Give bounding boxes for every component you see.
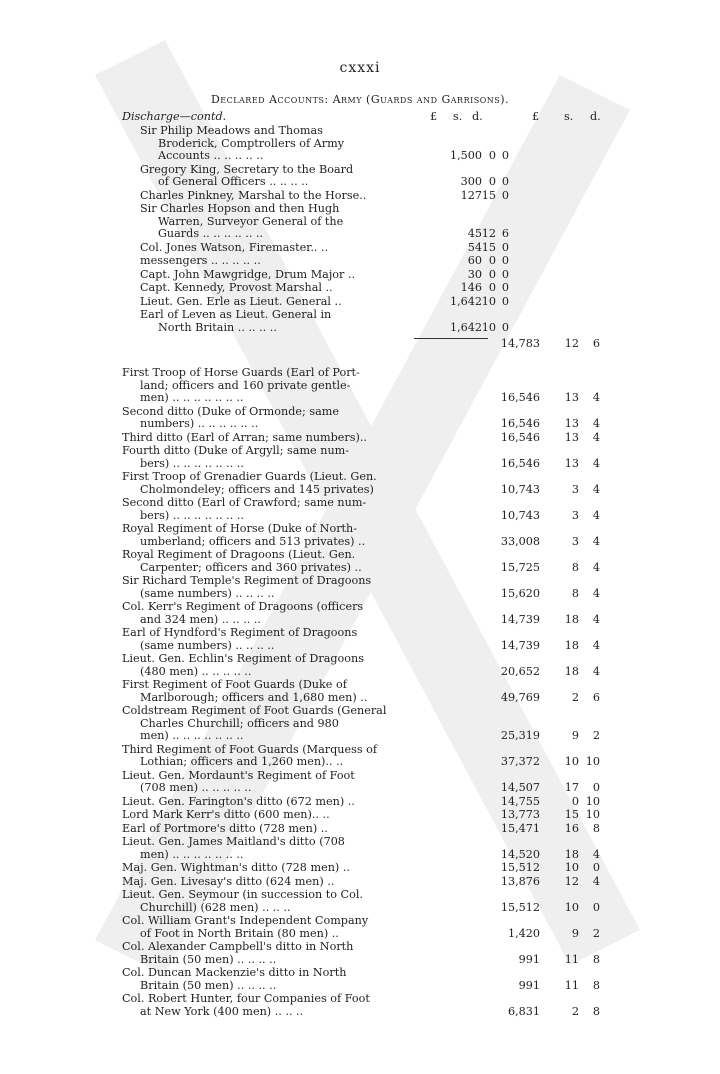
- entry-line: messengers .. .. .. .. ..: [140, 254, 261, 267]
- amount-pence: 2: [592, 729, 600, 742]
- regiment-entry: [122, 653, 602, 678]
- entry-line: Earl of Leven as Lieut. General in: [140, 308, 332, 321]
- regiment-entry: [122, 967, 602, 992]
- entry-line: (708 men) .. .. .. .. ..: [140, 781, 252, 794]
- regiment-entry: [122, 823, 602, 836]
- amount-shillings: 11: [564, 978, 579, 992]
- amount-pence: 0: [501, 175, 509, 188]
- entry-line: Third ditto (Earl of Arran; same numbers)..: [122, 430, 367, 444]
- entry-line: Royal Regiment of Dragoons (Lieut. Gen.: [122, 548, 356, 561]
- entry-line: Col. Alexander Campbell's ditto in North: [122, 940, 354, 953]
- amount-shillings: 3: [571, 534, 579, 548]
- amount-pence: 4: [592, 560, 600, 574]
- amount-shillings: 2: [571, 690, 579, 704]
- amount-pence: 8: [592, 821, 600, 835]
- amount-pence: 4: [592, 586, 600, 600]
- page-number: cxxxi: [339, 60, 381, 76]
- amount-pounds: 15,471: [500, 821, 540, 835]
- amount-pounds: 15,620: [500, 586, 540, 600]
- amount-pounds: 15,725: [500, 560, 540, 574]
- amount-shillings: 0: [571, 794, 579, 808]
- entry-description: [122, 653, 392, 678]
- amount-pounds: 25,319: [500, 729, 540, 742]
- amount-shillings: 18: [564, 638, 579, 652]
- amount-pence: 0: [501, 320, 509, 334]
- entry-line: Second ditto (Earl of Crawford; same num-: [122, 496, 367, 509]
- amount-pence: 4: [592, 612, 600, 626]
- amount-pounds: 1,500: [449, 149, 482, 162]
- entry-description: [122, 164, 392, 189]
- officer-entry: [122, 269, 602, 282]
- amount-shillings: 3: [571, 482, 579, 496]
- discharge-label: Discharge—contd.: [122, 110, 227, 123]
- amount-shillings: 15: [564, 808, 579, 821]
- amount-pence: 10: [585, 808, 600, 821]
- amount-pounds: 14,520: [500, 847, 540, 861]
- entry-line: umberland; officers and 513 privates) ..: [140, 534, 366, 548]
- regiment-entry: [122, 627, 602, 652]
- amount-shillings: 13: [564, 430, 579, 444]
- entry-line: First Troop of Grenadier Guards (Lieut. Gen.: [122, 470, 377, 483]
- amount-pence: 6: [501, 227, 509, 240]
- amount-pence: 0: [501, 294, 509, 308]
- entry-line: Britain (50 men) .. .. .. ..: [140, 952, 277, 966]
- regiment-entry: [122, 876, 602, 889]
- regiment-entry: [122, 889, 602, 914]
- amount-pounds: 30: [467, 267, 482, 281]
- entry-line: Sir Richard Temple's Regiment of Dragoons: [122, 574, 372, 587]
- regiment-entry: [122, 915, 602, 940]
- regiment-entry: [122, 836, 602, 861]
- amount-pounds: 10,743: [500, 482, 540, 496]
- entry-line: First Regiment of Foot Guards (Duke of: [122, 678, 347, 691]
- amount-shillings: 2: [571, 1004, 579, 1018]
- entry-description: [122, 269, 392, 282]
- entry-line: Col. Kerr's Regiment of Dragoons (officers: [122, 600, 364, 613]
- amount-pounds: 991: [518, 978, 540, 992]
- regiments-list: [122, 367, 602, 1018]
- entry-description: [122, 282, 392, 295]
- entry-line: Lieut. Gen. Erle as Lieut. General ..: [140, 294, 342, 308]
- regiment-entry: [122, 862, 602, 875]
- entry-description: [122, 432, 392, 445]
- amount-pounds: 6,831: [507, 1004, 540, 1018]
- entry-line: Lieut. Gen. Echlin's Regiment of Dragoons: [122, 652, 364, 665]
- amount-shillings: 0: [488, 281, 496, 294]
- regiment-entry: [122, 679, 602, 704]
- entry-description: [122, 941, 392, 966]
- amount-pounds: 20,652: [500, 664, 540, 678]
- entry-line: Cholmondeley; officers and 145 privates): [140, 482, 374, 496]
- regiment-entry: [122, 770, 602, 795]
- amount-pence: 4: [592, 664, 600, 678]
- entry-line: Royal Regiment of Horse (Duke of North-: [122, 522, 358, 535]
- amount-shillings: 10: [481, 320, 496, 334]
- regiment-entry: [122, 445, 602, 470]
- entry-line: First Troop of Horse Guards (Earl of Port-: [122, 366, 360, 379]
- entry-line: Third Regiment of Foot Guards (Marquess of: [122, 742, 378, 756]
- entry-description: [122, 993, 392, 1018]
- amount-shillings: 12: [481, 227, 496, 240]
- entry-line: Charles Churchill; officers and 980: [140, 716, 339, 730]
- entry-line: Fourth ditto (Duke of Argyll; same num-: [122, 444, 350, 457]
- regiment-entry: [122, 406, 602, 431]
- regiment-entry: [122, 471, 602, 496]
- amount-pounds: 60: [467, 254, 482, 267]
- entry-description: [122, 796, 392, 809]
- amount-pence: 4: [592, 456, 600, 470]
- amount-shillings: 13: [564, 391, 579, 404]
- amount-pounds: 1,642: [449, 294, 482, 308]
- amount-pence: 10: [585, 794, 600, 808]
- entry-line: Guards .. .. .. .. .. ..: [158, 227, 264, 240]
- entry-line: Britain (50 men) .. .. .. ..: [140, 978, 277, 992]
- officer-entry: [122, 203, 602, 241]
- amount-pence: 0: [501, 188, 509, 202]
- entry-description: [122, 744, 392, 769]
- entry-line: Churchill) (628 men) .. .. ..: [140, 900, 291, 914]
- amount-pence: 0: [592, 900, 600, 914]
- entry-line: at New York (400 men) .. .. ..: [140, 1004, 304, 1018]
- regiment-entry: [122, 575, 602, 600]
- regiment-entry: [122, 497, 602, 522]
- entry-line: Lieut. Gen. Mordaunt's Regiment of Foot: [122, 768, 355, 782]
- regiment-entry: [122, 549, 602, 574]
- entry-line: land; officers and 160 private gentle-: [140, 378, 351, 392]
- amount-pounds: 16,546: [500, 430, 540, 444]
- officer-entry: [122, 190, 602, 203]
- amount-pounds: 13,773: [500, 808, 540, 821]
- entry-line: men) .. .. .. .. .. .. ..: [140, 729, 244, 742]
- entry-line: Earl of Hyndford's Regiment of Dragoons: [122, 626, 358, 639]
- entry-line: Coldstream Regiment of Foot Guards (General: [122, 704, 387, 717]
- column-headers: [122, 111, 602, 124]
- entry-line: and 324 men) .. .. .. ..: [140, 612, 261, 626]
- col-pound: £: [430, 110, 438, 123]
- entry-description: [122, 523, 392, 548]
- entry-description: [122, 406, 392, 431]
- entry-description: [122, 705, 392, 743]
- amount-pence: 10: [585, 755, 600, 768]
- entry-description: [122, 627, 392, 652]
- amount-pence: 8: [592, 952, 600, 966]
- amount-pounds: 16,546: [500, 456, 540, 470]
- entry-line: Maj. Gen. Wightman's ditto (728 men) ..: [122, 861, 350, 874]
- officer-entry: [122, 164, 602, 189]
- amount-pounds: 54: [467, 240, 482, 254]
- entry-line: Carpenter; officers and 360 privates) ..: [140, 560, 362, 574]
- entry-description: [122, 915, 392, 940]
- entry-description: [122, 471, 392, 496]
- officer-entry: [122, 282, 602, 295]
- entry-description: [122, 203, 392, 241]
- amount-pence: 0: [501, 267, 509, 281]
- entry-description: [122, 296, 392, 309]
- entry-line: Lord Mark Kerr's ditto (600 men).. ..: [122, 808, 330, 821]
- entry-description: [122, 255, 392, 268]
- amount-pounds: 33,008: [500, 534, 540, 548]
- officer-entry: [122, 125, 602, 163]
- amount-shillings: 9: [571, 926, 579, 940]
- entry-line: numbers) .. .. .. .. .. ..: [140, 417, 259, 430]
- officers-total-row: [122, 334, 602, 354]
- amount-shillings: 15: [481, 188, 496, 202]
- entry-line: of General Officers .. .. .. ..: [158, 175, 309, 188]
- entry-line: Col. Jones Watson, Firemaster.. ..: [140, 240, 329, 254]
- amount-shillings: 3: [571, 508, 579, 522]
- entry-line: Maj. Gen. Livesay's ditto (624 men) ..: [122, 874, 335, 888]
- amount-shillings: 15: [481, 240, 496, 254]
- col-pound-total: £: [532, 110, 540, 123]
- entry-line: Capt. Kennedy, Provost Marshal ..: [140, 281, 333, 294]
- entry-line: Second ditto (Duke of Ormonde; same: [122, 404, 339, 418]
- regiment-entry: [122, 796, 602, 809]
- amount-pence: 0: [501, 240, 509, 254]
- amount-pence: 4: [592, 508, 600, 522]
- entry-line: (same numbers) .. .. .. ..: [140, 638, 275, 652]
- entry-line: (same numbers) .. .. .. ..: [140, 586, 275, 600]
- entry-description: [122, 862, 392, 875]
- amount-pence: 4: [592, 391, 600, 404]
- regiment-entry: [122, 601, 602, 626]
- amount-shillings: 10: [564, 861, 579, 874]
- amount-pence: 0: [501, 281, 509, 294]
- entry-description: [122, 876, 392, 889]
- entry-line: Marlborough; officers and 1,680 men) ..: [140, 690, 368, 704]
- amount-pence: 4: [592, 874, 600, 888]
- amount-shillings: 10: [481, 294, 496, 308]
- entry-description: [122, 190, 392, 203]
- regiment-entry: [122, 432, 602, 445]
- entry-description: [122, 549, 392, 574]
- entry-description: [122, 575, 392, 600]
- amount-pounds: 45: [467, 227, 482, 240]
- entry-line: Col. Duncan Mackenzie's ditto in North: [122, 966, 347, 979]
- entry-description: [122, 497, 392, 522]
- officers-total-shillings: 12: [564, 336, 579, 350]
- amount-shillings: 10: [564, 900, 579, 914]
- amount-pence: 8: [592, 1004, 600, 1018]
- regiment-entry: [122, 523, 602, 548]
- officer-entry: [122, 255, 602, 268]
- entry-description: [122, 823, 392, 836]
- col-shilling-total: s.: [564, 110, 574, 123]
- col-pence-total: d.: [590, 110, 601, 123]
- entry-description: [122, 309, 392, 334]
- amount-pence: 4: [592, 430, 600, 444]
- entry-line: Charles Pinkney, Marshal to the Horse..: [140, 188, 367, 202]
- amount-shillings: 18: [564, 612, 579, 626]
- regiment-entry: [122, 744, 602, 769]
- amount-pounds: 300: [460, 175, 482, 188]
- amount-pounds: 14,739: [500, 612, 540, 626]
- entry-line: Lothian; officers and 1,260 men).. ..: [140, 755, 344, 768]
- amount-pence: 0: [501, 149, 509, 162]
- amount-shillings: 13: [564, 456, 579, 470]
- amount-shillings: 8: [571, 560, 579, 574]
- entry-line: Col. William Grant's Independent Company: [122, 914, 369, 927]
- entry-description: [122, 242, 392, 255]
- entry-line: of Foot in North Britain (80 men) ..: [140, 926, 339, 940]
- entry-description: [122, 601, 392, 626]
- amount-pounds: 14,739: [500, 638, 540, 652]
- entry-line: Lieut. Gen. Seymour (in succession to Col.: [122, 888, 363, 901]
- amount-shillings: 12: [564, 874, 579, 888]
- amount-pence: 6: [592, 690, 600, 704]
- amount-pounds: 16,546: [500, 391, 540, 404]
- entry-line: (480 men) .. .. .. .. ..: [140, 664, 252, 678]
- entry-line: bers) .. .. .. .. .. .. ..: [140, 508, 244, 522]
- col-pence: d.: [472, 110, 483, 123]
- entry-description: [122, 889, 392, 914]
- officers-total-pence: 6: [592, 336, 600, 350]
- entry-line: Warren, Surveyor General of the: [158, 214, 344, 228]
- officers-total-pounds: 14,783: [500, 336, 540, 350]
- amount-pounds: 16,546: [500, 417, 540, 430]
- amount-pence: 8: [592, 978, 600, 992]
- amount-pence: 4: [592, 847, 600, 861]
- amount-shillings: 0: [488, 149, 496, 162]
- amount-shillings: 9: [571, 729, 579, 742]
- amount-shillings: 0: [488, 175, 496, 188]
- amount-pounds: 37,372: [500, 755, 540, 768]
- regiment-entry: [122, 993, 602, 1018]
- regiment-entry: [122, 705, 602, 743]
- col-shilling: s.: [453, 110, 463, 123]
- entry-line: Gregory King, Secretary to the Board: [140, 162, 354, 176]
- accounts-table: [122, 111, 602, 1018]
- amount-shillings: 16: [564, 821, 579, 835]
- entry-line: Capt. John Mawgridge, Drum Major ..: [140, 267, 356, 281]
- amount-pounds: 15,512: [500, 900, 540, 914]
- amount-pounds: 15,512: [500, 861, 540, 874]
- entry-description: [122, 367, 392, 405]
- entry-line: Sir Philip Meadows and Thomas: [140, 124, 323, 137]
- amount-pounds: 146: [460, 281, 482, 294]
- regiment-entry: [122, 809, 602, 822]
- amount-pence: 4: [592, 417, 600, 430]
- officer-entry: [122, 296, 602, 309]
- entry-line: Broderick, Comptrollers of Army: [158, 136, 345, 150]
- amount-shillings: 10: [564, 755, 579, 768]
- amount-shillings: 11: [564, 952, 579, 966]
- amount-pence: 0: [592, 861, 600, 874]
- entry-line: Sir Charles Hopson and then Hugh: [140, 202, 340, 215]
- subtotal-rule: [414, 338, 488, 339]
- entry-description: [122, 967, 392, 992]
- page-heading: Declared Accounts: Army (Guards and Garrisons).: [210, 93, 510, 106]
- amount-shillings: 18: [564, 664, 579, 678]
- amount-pence: 0: [501, 254, 509, 267]
- regiment-entry: [122, 367, 602, 405]
- amount-pence: 4: [592, 482, 600, 496]
- amount-pounds: 14,507: [500, 781, 540, 794]
- amount-shillings: 13: [564, 417, 579, 430]
- entry-description: [122, 770, 392, 795]
- officers-list: [122, 125, 602, 334]
- entry-line: bers) .. .. .. .. .. .. ..: [140, 456, 244, 470]
- officer-entry: [122, 309, 602, 334]
- regiment-entry: [122, 941, 602, 966]
- entry-description: [122, 836, 392, 861]
- amount-shillings: 18: [564, 847, 579, 861]
- entry-line: Earl of Portmore's ditto (728 men) ..: [122, 821, 328, 835]
- amount-shillings: 17: [564, 781, 579, 794]
- entry-line: Lieut. Gen. Farington's ditto (672 men) ..: [122, 794, 355, 808]
- entry-line: Accounts .. .. .. .. ..: [158, 149, 264, 162]
- amount-pounds: 1,642: [449, 320, 482, 334]
- entry-line: men) .. .. .. .. .. .. ..: [140, 847, 244, 861]
- officer-entry: [122, 242, 602, 255]
- amount-pounds: 991: [518, 952, 540, 966]
- amount-pounds: 1,420: [507, 926, 540, 940]
- entry-line: North Britain .. .. .. ..: [158, 320, 277, 334]
- amount-shillings: 8: [571, 586, 579, 600]
- entry-line: Lieut. Gen. James Maitland's ditto (708: [122, 835, 345, 848]
- amount-pounds: 49,769: [500, 690, 540, 704]
- entry-description: [122, 125, 392, 163]
- amount-pounds: 127: [460, 188, 482, 202]
- amount-shillings: 0: [488, 267, 496, 281]
- amount-pence: 2: [592, 926, 600, 940]
- amount-pence: 0: [592, 781, 600, 794]
- amount-shillings: 0: [488, 254, 496, 267]
- entry-line: men) .. .. .. .. .. .. ..: [140, 391, 244, 404]
- amount-pence: 4: [592, 638, 600, 652]
- entry-description: [122, 679, 392, 704]
- amount-pounds: 13,876: [500, 874, 540, 888]
- entry-line: Col. Robert Hunter, four Companies of Foot: [122, 992, 370, 1005]
- entry-description: [122, 445, 392, 470]
- amount-pounds: 14,755: [500, 794, 540, 808]
- amount-pounds: 10,743: [500, 508, 540, 522]
- entry-description: [122, 809, 392, 822]
- amount-pence: 4: [592, 534, 600, 548]
